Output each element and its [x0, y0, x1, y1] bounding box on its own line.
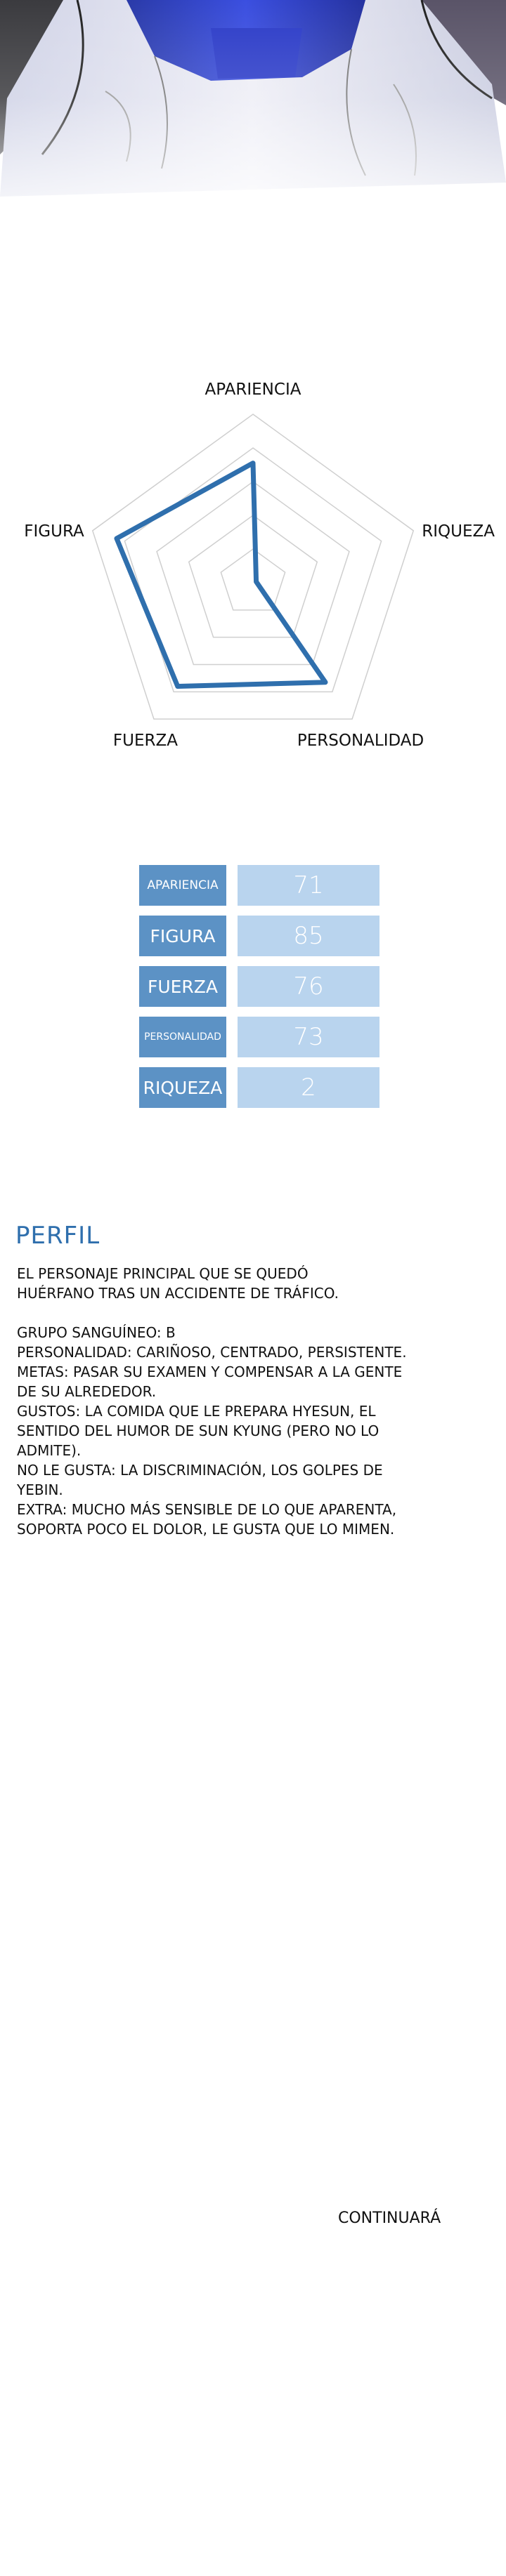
stat-row-apariencia	[139, 865, 379, 906]
stat-row-riqueza	[139, 1067, 379, 1108]
profile-body	[17, 1264, 410, 1539]
profile-line: NO LE GUSTA: LA DISCRIMINACIÓN, LOS GOLPES DE	[17, 1462, 383, 1479]
radar-axis-label: RIQUEZA	[422, 522, 495, 541]
radar-ring	[221, 549, 285, 610]
profile-title: PERFIL	[15, 1222, 100, 1250]
radar-ring	[93, 414, 414, 719]
stat-label: FUERZA	[139, 966, 226, 1007]
stats-table	[139, 865, 379, 1118]
radar-axis-label: FUERZA	[112, 732, 178, 751]
stat-value: 73	[238, 1017, 379, 1057]
profile-line: EL PERSONAJE PRINCIPAL QUE SE QUEDÓ	[17, 1265, 309, 1282]
profile-line: GUSTOS: LA COMIDA QUE LE PREPARA HYESUN, EL	[17, 1403, 376, 1420]
stat-value: 85	[238, 916, 379, 956]
profile-line: EXTRA: MUCHO MÁS SENSIBLE DE LO QUE APARENTA,	[17, 1501, 397, 1518]
stat-label: APARIENCIA	[139, 865, 226, 906]
profile-line: METAS: PASAR SU EXAMEN Y COMPENSAR A LA GENTE	[17, 1363, 403, 1380]
stat-row-fuerza	[139, 966, 379, 1007]
stat-label: PERSONALIDAD	[139, 1017, 226, 1057]
radar-axis-label: APARIENCIA	[205, 381, 301, 399]
profile-line: SOPORTA POCO EL DOLOR, LE GUSTA QUE LO MIMEN.	[17, 1521, 395, 1538]
stat-row-figura	[139, 916, 379, 956]
profile-line: YEBIN.	[17, 1481, 63, 1498]
stat-value: 71	[238, 865, 379, 906]
stat-label: RIQUEZA	[139, 1067, 226, 1108]
radar-chart	[0, 379, 506, 786]
profile-line: PERSONALIDAD: CARIÑOSO, CENTRADO, PERSISTENTE.	[17, 1344, 407, 1361]
profile-line: DE SU ALREDEDOR.	[17, 1383, 157, 1400]
radar-series-line	[117, 463, 325, 687]
radar-axis-label: PERSONALIDAD	[297, 732, 424, 751]
profile-line: HUÉRFANO TRAS UN ACCIDENTE DE TRÁFICO.	[17, 1285, 339, 1302]
radar-axis-label: FIGURA	[24, 522, 84, 541]
stat-value: 2	[238, 1067, 379, 1108]
profile-line: SENTIDO DEL HUMOR DE SUN KYUNG (PERO NO LO	[17, 1422, 379, 1439]
stat-label: FIGURA	[139, 916, 226, 956]
profile-line: GRUPO SANGUÍNEO: B	[17, 1324, 176, 1341]
stat-value: 76	[238, 966, 379, 1007]
stat-row-personalidad	[139, 1017, 379, 1057]
comic-panel-art	[0, 0, 506, 281]
profile-line: ADMITE).	[17, 1442, 82, 1459]
to-be-continued: CONTINUARÁ	[338, 2210, 441, 2227]
